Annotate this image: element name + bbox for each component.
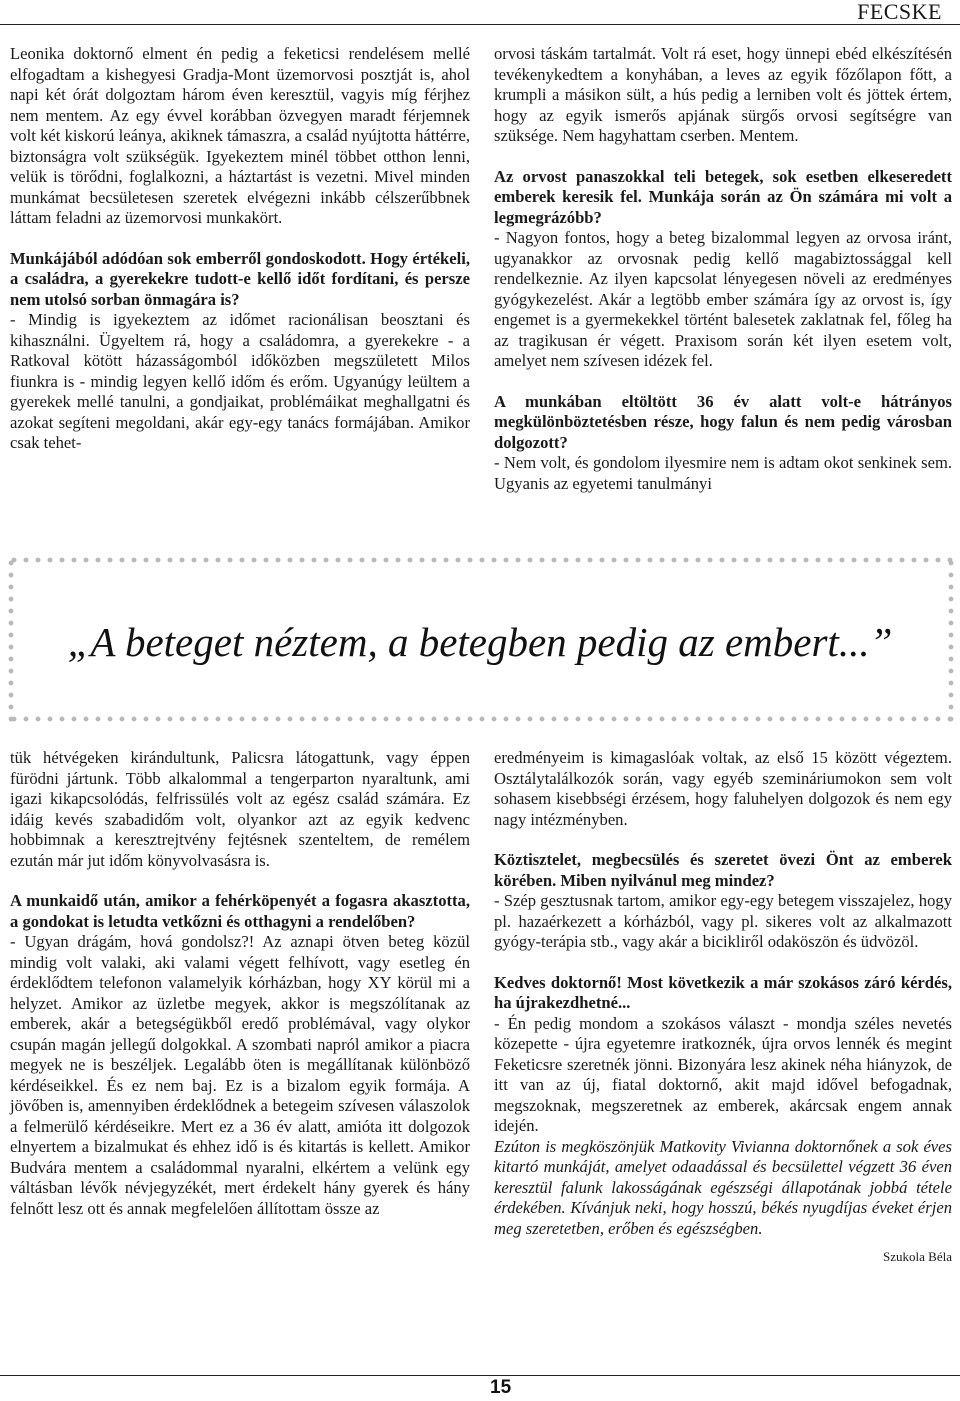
quote-frame-top <box>8 557 954 563</box>
paragraph: - Mindig is igyekeztem az időmet racionálisan beosztani és kihasználni. Ügyeltem rá, hogy a családomra, a gyerekekre - a Ratkoval kötött házasságomból időközben megszületett Milos fiunkra is - mindig legyen kellő időm és erőm. Ugyanúgy leültem a gyerekek mellé tanulni, a gondjaikat, problémáikat meghallgatni és azokat segíteni megoldani, akár egy-egy tanács formájában. Amikor csak tehet- <box>10 310 470 452</box>
lower-right-column <box>494 748 952 1268</box>
author-signature: Szukola Béla <box>883 1249 952 1264</box>
page-number: 15 <box>490 1377 512 1398</box>
quote-frame-right <box>948 557 954 722</box>
paragraph: - Ugyan drágám, hová gondolsz?! Az aznapi ötven beteg közül mindig volt valaki, aki valami végett felhívott, vagy esetleg én érdeklődtem telefonon valamelyik kórházban, hogy XY körül mi a helyzet. Amikor az üzletbe megyek, akkor is megszólítanak az emberek, akár a betegségükből eredő problémával, vagy olykor csupán magán jellegű dolgokkal. A szombati napról amikor a piacra megyek ne is beszéljek. Legalább öten is megállítanak különböző kérdéseikkel. És ez nem baj. Ez is a bizalom egyik formája. A jövőben is, amennyiben érdeklődnek a betegeim szívesen válaszolok a felmerülő kérdéseikre. Mert ez a 36 év alatt, amióta itt dolgozok elnyertem a bizalmukat és ehhez idő is és kitartás is kellett. Amikor Budvára mentem a családommal nyaralni, elkértem a velünk egy váltásban lévők névjegyzékét, mert érdekelt hány gyerek és hány felnőtt lesz ott és annak megfelelően állítottam össze az <box>10 932 470 1218</box>
interview-question: A munkában eltöltött 36 év alatt volt-e hátrányos megkülönböztetésben része, hogy falun és nem pedig városban dolgozott? <box>494 391 952 452</box>
lower-left-column <box>10 748 470 1219</box>
interview-question: Az orvost panaszokkal teli betegek, sok esetben elkeseredett emberek keresik fel. Munkája során az Ön számára mi volt a legmegrázóbb? <box>494 166 952 227</box>
paragraph: - Nem volt, és gondolom ilyesmire nem is adtam okot senkinek sem. Ugyanis az egyetemi tanulmányi <box>494 453 952 493</box>
paragraph: eredményeim is kimagaslóak voltak, az első 15 között végeztem. Osztálytalálkozók során, vagy egyéb szemináriumokon sem volt sohasem kisebbségi érzésem, hogy faluhelyen dolgozok és nem egy nagy intézményben. <box>494 748 952 829</box>
paragraph: - Szép gesztusnak tartom, amikor egy-egy betegem visszajelez, hogy pl. hazaérkezett a kórházból, vagy pl. sikeres volt az alkalmazott gyógy-terápia stb., vagy akár a bicikliről odaköszön és üdvözöl. <box>494 891 952 951</box>
section-label: FECSKE <box>849 0 946 24</box>
header-rule <box>0 24 960 25</box>
paragraph: Leonika doktornő elment én pedig a feketicsi rendelésem mellé elfogadtam a kishegyesi Gradja-Mont üzemorvosi posztját is, ahol napi két órát dolgoztam három éven keresztül, vagyis míg férjhez nem mentem. Az egy évvel korábban özvegyen maradt férjemnek volt két kiskorú leánya, akiknek támaszra, a család nyújtotta háttérre, biztonságra volt szükségük. Igyekeztem minél többet otthon lenni, velük is törődni, foglalkozni, a háztartást is vezetni. Mivel minden munkámat becsületesen szeretek elvégezni inkább célszerűbbnek láttam feladni az üzemorvosi munkakört. <box>10 44 470 227</box>
quote-frame-bottom <box>8 716 954 722</box>
paragraph: orvosi táskám tartalmát. Volt rá eset, hogy ünnepi ebéd elkészítésén tevékenykedtem a konyhában, a leves az egyik főzőlapon főtt, a krumpli a másikon sült, a hús pedig a lerniben volt és jöttek értem, hogy az egyik ismerős apjának sürgős orvosi segítségre van szüksége. Nem hagyhattam cserben. Mentem. <box>494 44 952 145</box>
upper-left-column <box>10 44 470 454</box>
paragraph: - Én pedig mondom a szokásos választ - mondja széles nevetés közepette - újra egyetemre iratkoznék, újra orvos lennék és megint Feketicsre szeretnék jönni. Bizonyára lesz akinek néha hiányzok, de itt van az új, fiatal doktornő, akit majd idővel befogadnak, megszoknak, megszeretnek az emberek, akárcsak engem annak idején. <box>494 1013 952 1135</box>
pull-quote: „A beteget néztem, a betegben pedig az embert...” <box>67 619 893 665</box>
interview-question: Köztisztelet, megbecsülés és szeretet övezi Önt az emberek körében. Miben nyilvánul meg mindez? <box>494 850 952 890</box>
interview-question: Kedves doktornő! Most következik a már szokásos záró kérdés, ha újrakezdhetné... <box>494 972 952 1012</box>
interview-question: Munkájából adódóan sok emberről gondoskodott. Hogy értékeli, a családra, a gyerekekre tudott-e kellő időt fordítani, és persze nem utolsó sorban önmagára is? <box>10 248 470 309</box>
interview-question: A munkaidő után, amikor a fehérköpenyét a fogasra akasztotta, a gondokat is letudta vetkőzni és otthagyni a rendelőben? <box>10 891 470 931</box>
quote-frame-left <box>8 557 14 722</box>
paragraph: tük hétvégeken kirándultunk, Palicsra látogattunk, vagy éppen fürödni jártunk. Több alkalommal a tengerparton nyaraltunk, ami igazi kikapcsolódás, felfrissülés volt az egész család számára. Ez idáig kevés szabadidőm volt, olyankor azt az egyik kedvenc hobbimnak a keresztrejtvény fejtésnek szenteltem, de remélem ezután már jut időm könyvolvasásra is. <box>10 748 470 870</box>
paragraph: - Nagyon fontos, hogy a beteg bizalommal legyen az orvosa iránt, ugyanakkor az orvosnak pedig kellő magabiztossággal kell rendelkeznie. Az ilyen kapcsolat lényegesen növeli az eredményes gyógykezelést. Akár a legtöbb ember számára így az orvost is, így engemet is a gyermekekkel történt balesetek zaklatnak fel, főleg ha az tragikusan ér végett. Praxisom során két ilyen esetem volt, amelyet nem szívesen idézek fel. <box>494 228 952 370</box>
upper-right-column <box>494 44 952 494</box>
closing-note: Ezúton is megköszönjük Matkovity Vivianna doktornőnek a sok éves kitartó munkáját, amelyet odaadással és becsülettel végzett 36 éven keresztül falunk lakosságának egészségi állapotának jobbá tétele érdekében. Kívánjuk neki, hogy hosszú, békés nyugdíjas éveket érjen meg szeretetben, erőben és egészségben. <box>494 1136 952 1238</box>
footer-rule <box>0 1375 960 1376</box>
